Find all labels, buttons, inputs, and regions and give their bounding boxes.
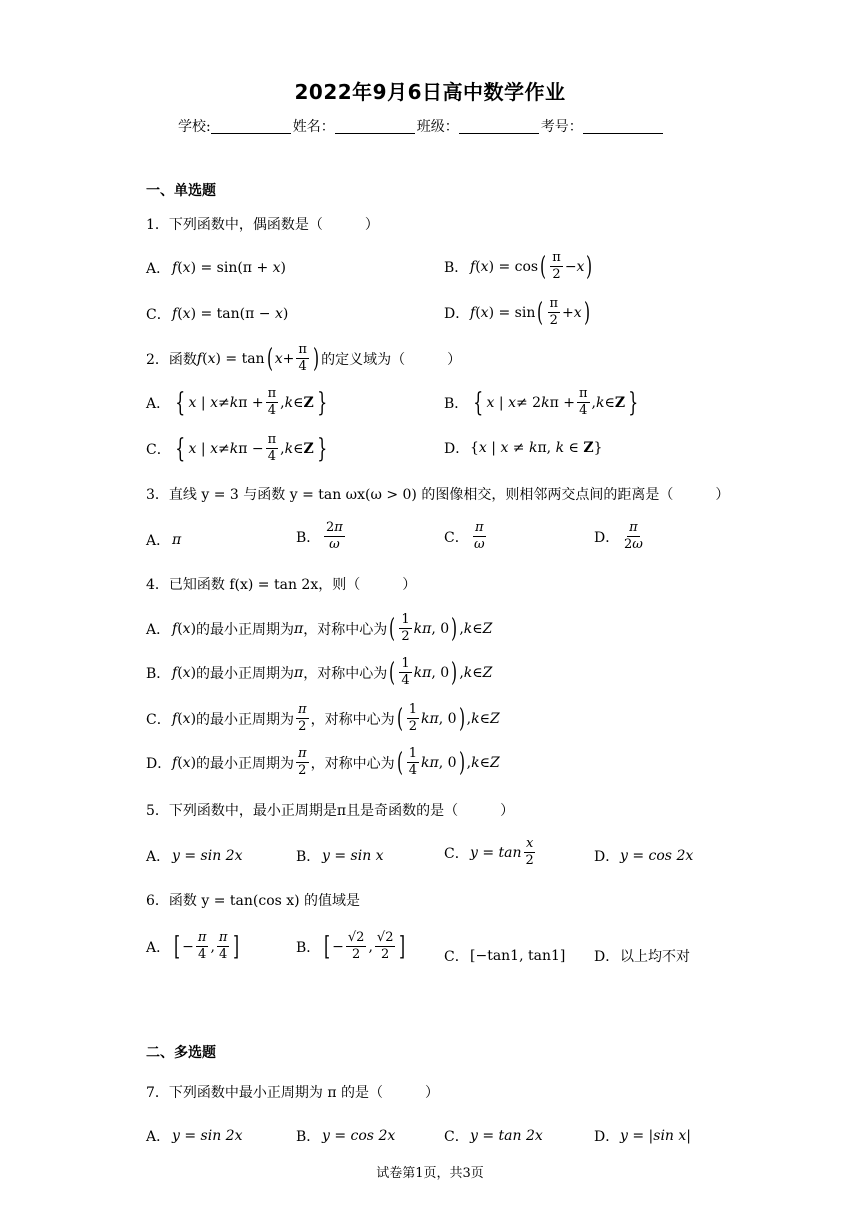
question-6-option-d[interactable] (594, 946, 690, 966)
question-3-option-d[interactable]: D． $\frac{\pi}{2\omega}$ (594, 520, 643, 552)
option-label: A． (146, 621, 171, 638)
name-blank[interactable] (335, 119, 415, 134)
question-3-stem: 3．直线 y = 3 与函数 y = tan ωx(ω > 0) 的图像相交，则相邻两交点间的距离是（ ） (146, 487, 730, 503)
option-label: C． (146, 711, 171, 728)
class-blank[interactable] (459, 119, 539, 134)
question-2-stem-suffix: 的定义域为（ ） (321, 351, 462, 368)
question-7-option-b[interactable] (296, 1126, 395, 1146)
option-label: B． (296, 1129, 321, 1145)
option-expression: y = cos 2x (620, 848, 694, 864)
question-2-option-c[interactable]: C． { x | x ≠ k π − $\frac{\pi}{4}$ , k ∈ Z } (146, 432, 327, 464)
question-7-option-a[interactable] (146, 1126, 242, 1146)
option-label: A． (146, 261, 171, 277)
class-label: 班级： (416, 119, 459, 135)
period-text: 的最小正周期为 (196, 755, 295, 772)
section-multi-choice: 二、多选题 (146, 1045, 216, 1061)
option-label: A． (146, 1129, 171, 1145)
question-4-stem: 4．已知函数 f(x) = tan 2x，则（ ） (146, 577, 417, 593)
question-1-stem: 1．下列函数中，偶函数是（ ） (146, 217, 379, 233)
exam-no-blank[interactable] (583, 119, 663, 134)
option-label: A． (146, 849, 171, 865)
option-expression: y = tan 2x (470, 1128, 543, 1144)
option-label: D． (444, 441, 470, 457)
school-blank[interactable] (211, 119, 291, 134)
period-text: 的最小正周期为 (196, 665, 295, 682)
option-expression: [−tan1, tan1] (470, 948, 566, 964)
question-5-option-b[interactable] (296, 846, 384, 866)
option-label: B． (296, 529, 321, 546)
option-label: D． (594, 1129, 620, 1145)
question-4-option-c[interactable]: C． f(x) 的最小正周期为 $\frac{\pi}{2}$ ，对称中心为 ( $\frac{1}{2}$ kπ , 0 ) , k ∈ Z (146, 702, 500, 734)
option-label: C． (146, 307, 171, 323)
center-text: ，对称中心为 (310, 711, 395, 728)
exam-no-label: 考号： (540, 119, 583, 135)
option-expression: y = sin 2x (172, 1128, 243, 1144)
option-label: B． (444, 259, 469, 276)
option-expression: y = cos 2x (322, 1128, 396, 1144)
option-label: A． (146, 939, 171, 956)
question-1-option-c[interactable]: C． f(x) = tan(π − x) (146, 306, 289, 323)
question-6-option-a[interactable]: A． [ − $\frac{\pi}{4}$ , $\frac{\pi}{4}$ ] (146, 930, 240, 962)
question-1-option-d[interactable]: D． f ( x ) = sin ( $\frac{\pi}{2}$ + x ) (444, 296, 590, 328)
question-6-stem: 6．函数 y = tan(cos x) 的值域是 (146, 893, 361, 909)
option-label: C． (444, 1129, 469, 1145)
question-4-option-b[interactable]: B． f(x) 的最小正周期为 π ，对称中心为 ( $\frac{1}{4}$ kπ , 0 ) , k ∈ Z (146, 656, 493, 688)
center-text: ，对称中心为 (303, 621, 388, 638)
school-label: 学校: (178, 119, 211, 135)
option-label: C． (444, 529, 469, 546)
period-text: 的最小正周期为 (196, 711, 295, 728)
question-5-stem: 5．下列函数中，最小正周期是π且是奇函数的是（ ） (146, 803, 515, 819)
question-5-option-c[interactable]: C． y = tan $\frac{x}{2}$ (444, 836, 534, 868)
question-2-stem: 2．函数 f ( x ) = tan ( x + $\frac{\pi}{4}$ ) 的定义域为（ ） (146, 342, 462, 374)
option-expression: y = sin x (322, 848, 384, 864)
question-6-option-c[interactable] (444, 946, 565, 966)
center-text: ，对称中心为 (310, 755, 395, 772)
question-2-option-d[interactable]: D． {x | x ≠ kπ, k ∈ Z} (444, 440, 603, 457)
student-info-line (178, 116, 665, 136)
question-7-option-c[interactable] (444, 1126, 543, 1146)
question-4-option-d[interactable]: D． f(x) 的最小正周期为 $\frac{\pi}{2}$ ，对称中心为 ( $\frac{1}{4}$ kπ , 0 ) , k ∈ Z (146, 746, 500, 778)
page-footer: 试卷第1页，共3页 (376, 1166, 484, 1181)
question-6-option-b[interactable]: B． [ − $\frac{√2}{2}$ , $\frac{√2}{2}$ ] (296, 930, 406, 962)
question-3-option-a[interactable]: A． π (146, 532, 182, 549)
center-text: ，对称中心为 (303, 665, 388, 682)
option-label: B． (296, 849, 321, 865)
option-text: 以上均不对 (620, 949, 690, 965)
option-label: D． (594, 529, 620, 546)
question-2-stem-prefix: 2．函数 (146, 351, 197, 368)
option-expression: y = tan (470, 844, 522, 861)
question-5-option-a[interactable] (146, 846, 242, 866)
question-7-option-d[interactable] (594, 1126, 691, 1146)
question-3-option-c[interactable]: C． $\frac{\pi}{\omega}$ (444, 520, 485, 552)
question-2-option-b[interactable]: B． { x | x ≠ 2 k π + $\frac{\pi}{4}$ , k ∈ Z } (444, 386, 639, 418)
option-label: D． (146, 755, 172, 772)
option-label: D． (444, 305, 470, 322)
page-title: 2022年9月6日高中数学作业 (294, 80, 566, 104)
question-3-option-b[interactable]: B． $\frac{2\pi}{\omega}$ (296, 520, 343, 552)
option-label: A． (146, 395, 171, 412)
period-text: 的最小正周期为 (196, 621, 295, 638)
option-label: B． (296, 939, 321, 956)
question-1-option-a[interactable]: A． f(x) = sin(π + x) (146, 260, 287, 277)
question-2-option-a[interactable]: A． { x | x ≠ k π + $\frac{\pi}{4}$ , k ∈ Z } (146, 386, 327, 418)
name-label: 姓名： (292, 119, 335, 135)
question-7-stem: 7．下列函数中最小正周期为 π 的是（ ） (146, 1085, 440, 1101)
option-label: C． (444, 845, 469, 862)
question-1-option-b[interactable]: B． f ( x ) = cos ( $\frac{\pi}{2}$ − x ) (444, 250, 593, 282)
option-label: B． (444, 395, 469, 412)
option-label: A． (146, 533, 171, 549)
option-label: D． (594, 849, 620, 865)
option-expression: y = |sin x| (620, 1128, 691, 1144)
section-single-choice: 一、单选题 (146, 183, 216, 199)
option-label: C． (444, 949, 469, 965)
question-4-option-a[interactable]: A． f(x) 的最小正周期为 π ，对称中心为 ( $\frac{1}{2}$ kπ , 0 ) , k ∈ Z (146, 612, 493, 644)
option-label: B． (146, 665, 171, 682)
option-label: C． (146, 441, 171, 458)
option-expression: y = sin 2x (172, 848, 243, 864)
option-label: D． (594, 949, 620, 965)
question-5-option-d[interactable] (594, 846, 693, 866)
